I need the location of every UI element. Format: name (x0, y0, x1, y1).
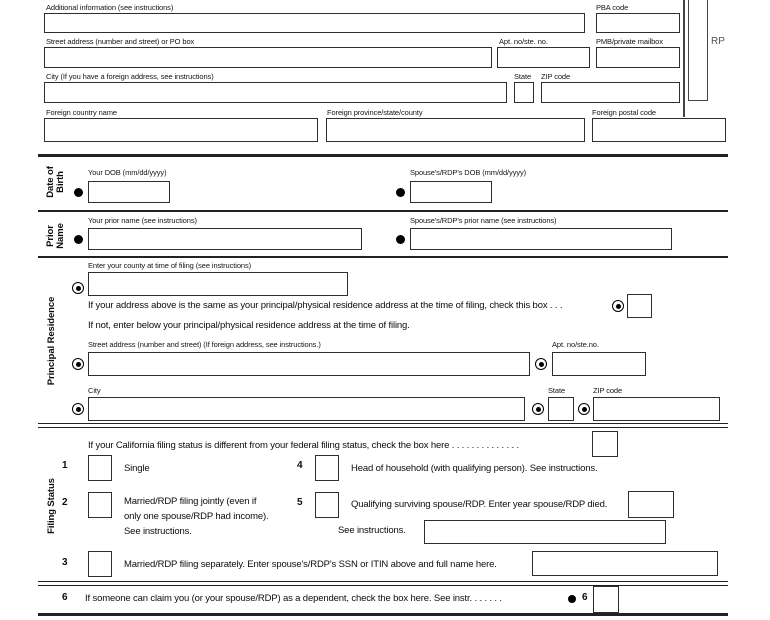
filing-status-4-checkbox[interactable] (315, 455, 339, 481)
foreign-country-input[interactable] (44, 118, 318, 142)
pr-city-label: City (88, 386, 101, 395)
dependent-line-num: 6 (62, 592, 68, 603)
additional-info-input[interactable] (44, 13, 585, 33)
filing-status-3-label: Married/RDP filing separately. Enter spouse's/RDP's SSN or ITIN above and full name here. (124, 559, 497, 570)
filing-status-2-num: 2 (62, 497, 68, 508)
filing-status-5-see-instructions-label: See instructions. (338, 525, 406, 536)
same-address-text: If your address above is the same as your principal/physical residence address at the time of filing, check this box . . . (88, 300, 563, 311)
section-label-line: Birth (55, 171, 66, 193)
field-indicator-dot-icon (74, 235, 83, 244)
section-label-line: Prior (45, 225, 57, 247)
foreign-postal-label: Foreign postal code (592, 108, 656, 117)
spouse-prior-name-input[interactable] (410, 228, 672, 250)
zip-label: ZIP code (541, 72, 571, 81)
filing-status-4-num: 4 (297, 460, 303, 471)
apt-label: Apt. no/ste. no. (499, 37, 548, 46)
filing-status-2-checkbox[interactable] (88, 492, 112, 518)
spouse-prior-name-label: Spouse's/RDP's prior name (see instructions) (410, 216, 557, 225)
apt-input[interactable] (497, 47, 590, 68)
section-label-principal-residence: Principal Residence (46, 296, 58, 386)
dependent-line-label: If someone can claim you (or your spouse/RDP) as a dependent, check the box here. See instr. . . . . . . (85, 593, 502, 604)
filing-status-3-name-input[interactable] (532, 551, 718, 576)
filing-status-5-label: Qualifying surviving spouse/RDP. Enter year spouse/RDP died. (351, 499, 608, 510)
pr-zip-label: ZIP code (593, 386, 623, 395)
spouse-dob-input[interactable] (410, 181, 492, 203)
section-separator (38, 210, 728, 212)
section-separator (38, 256, 728, 258)
filing-status-1-num: 1 (62, 460, 68, 471)
filing-status-3-num: 3 (62, 557, 68, 568)
field-indicator-circle-icon (578, 403, 590, 415)
foreign-country-label: Foreign country name (46, 108, 117, 117)
pmb-label: PMB/private mailbox (596, 37, 663, 46)
your-prior-name-input[interactable] (88, 228, 362, 250)
zip-input[interactable] (541, 82, 680, 103)
field-indicator-circle-icon (72, 403, 84, 415)
section-separator (38, 154, 728, 157)
field-indicator-circle-icon (72, 358, 84, 370)
foreign-postal-input[interactable] (592, 118, 726, 142)
field-indicator-circle-icon (72, 282, 84, 294)
filing-status-2-label-line1: Married/RDP filing jointly (even if (124, 496, 257, 507)
foreign-province-label: Foreign province/state/county (327, 108, 423, 117)
section-separator-double (38, 423, 728, 428)
field-indicator-circle-icon (532, 403, 544, 415)
federal-difference-checkbox[interactable] (592, 431, 618, 457)
section-label-filing-status: Filing Status (46, 478, 58, 534)
section-label-date-of-birth (46, 152, 66, 212)
rp-code-label: RP (711, 36, 725, 47)
pr-state-label: State (548, 386, 566, 395)
same-address-checkbox[interactable] (627, 294, 652, 318)
foreign-province-input[interactable] (326, 118, 585, 142)
pr-street-input[interactable] (88, 352, 530, 376)
pr-apt-input[interactable] (552, 352, 646, 376)
pmb-input[interactable] (596, 47, 680, 68)
pba-code-label: PBA code (596, 3, 629, 12)
field-indicator-circle-icon (612, 300, 624, 312)
field-indicator-dot-icon (568, 595, 576, 603)
pr-apt-label: Apt. no/ste.no. (552, 340, 599, 349)
filing-status-2-label-line3: See instructions. (124, 526, 192, 537)
office-use-column-box (688, 0, 708, 101)
state-input[interactable] (514, 82, 534, 103)
filing-status-5-detail-input[interactable] (424, 520, 666, 544)
state-label: State (514, 72, 532, 81)
street-address-label: Street address (number and street) or PO box (46, 37, 195, 46)
county-label: Enter your county at time of filing (see instructions) (88, 261, 252, 270)
filing-status-4-label: Head of household (with qualifying person). See instructions. (351, 463, 598, 474)
filing-status-1-label: Single (124, 463, 150, 474)
top-right-divider-line (683, 0, 685, 117)
pba-code-input[interactable] (596, 13, 680, 33)
city-input[interactable] (44, 82, 507, 103)
filing-status-5-num: 5 (297, 497, 303, 508)
dependent-checkbox[interactable] (593, 586, 619, 613)
city-label: City (If you have a foreign address, see instructions) (46, 72, 214, 81)
field-indicator-dot-icon (396, 235, 405, 244)
pr-street-label: Street address (number and street) (If foreign address, see instructions.) (88, 340, 321, 349)
field-indicator-dot-icon (74, 188, 83, 197)
your-dob-input[interactable] (88, 181, 170, 203)
section-label-line: Name (55, 223, 66, 249)
your-dob-label: Your DOB (mm/dd/yyyy) (88, 168, 167, 177)
if-not-text: If not, enter below your principal/physical residence address at the time of filing. (88, 320, 410, 331)
spouse-dob-label: Spouse's/RDP's DOB (mm/dd/yyyy) (410, 168, 527, 177)
filing-status-2-label-line2: only one spouse/RDP had income). (124, 511, 269, 522)
dependent-line-marker-num: 6 (582, 592, 588, 603)
your-prior-name-label: Your prior name (see instructions) (88, 216, 197, 225)
section-separator-double (38, 581, 728, 586)
county-input[interactable] (88, 272, 348, 296)
additional-info-label: Additional information (see instructions) (46, 3, 174, 12)
field-indicator-circle-icon (535, 358, 547, 370)
field-indicator-dot-icon (396, 188, 405, 197)
street-address-input[interactable] (44, 47, 492, 68)
filing-status-3-checkbox[interactable] (88, 551, 112, 577)
federal-difference-text: If your California filing status is different from your federal filing status, check the box here . . . . . . . . . . . . . . (88, 440, 519, 451)
filing-status-5-year-input[interactable] (628, 491, 674, 518)
filing-status-5-checkbox[interactable] (315, 492, 339, 518)
pr-zip-input[interactable] (593, 397, 720, 421)
filing-status-1-checkbox[interactable] (88, 455, 112, 481)
pr-state-input[interactable] (548, 397, 574, 421)
bottom-border-line (38, 613, 728, 616)
pr-city-input[interactable] (88, 397, 525, 421)
section-label-line: Date of (45, 166, 57, 198)
